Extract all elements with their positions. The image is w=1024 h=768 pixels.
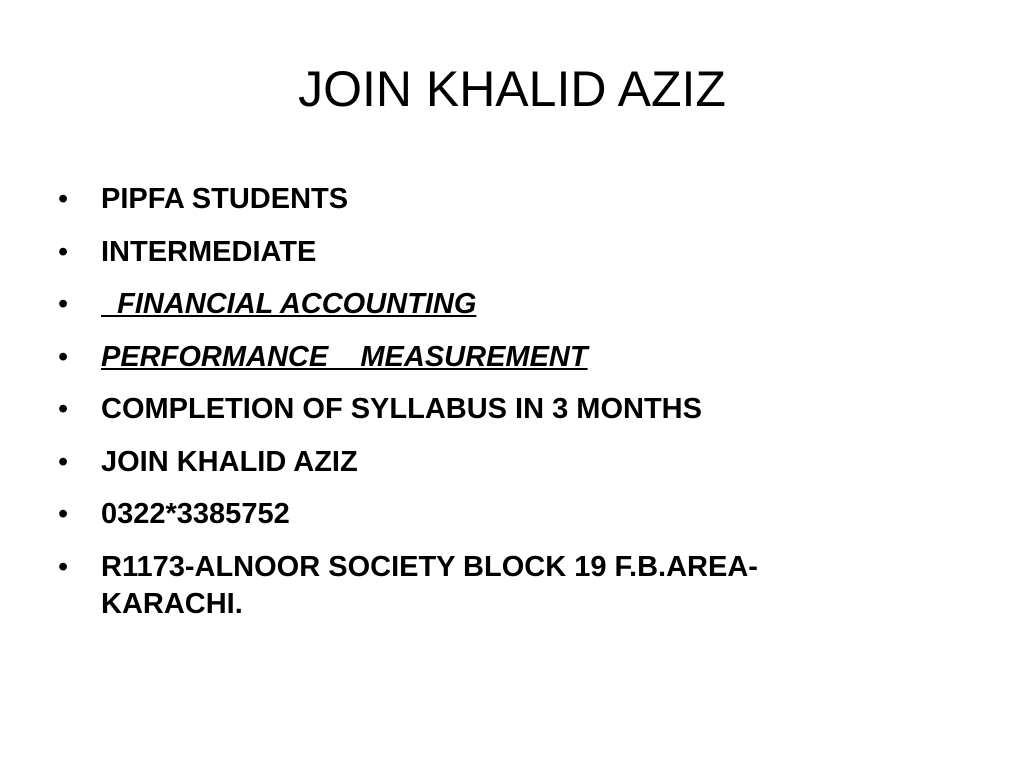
bullet-icon: •: [58, 550, 69, 583]
bullet-text-address: R1173-ALNOOR SOCIETY BLOCK 19 F.B.AREA-KARACHI.: [101, 550, 758, 620]
list-item: [58, 286, 958, 323]
list-item: [58, 549, 958, 623]
list-item: [58, 181, 958, 218]
bullet-icon: •: [58, 498, 69, 530]
bullet-text: PIPFA STUDENTS: [101, 183, 349, 215]
bullet-icon: •: [58, 445, 69, 478]
bullet-icon: •: [58, 340, 69, 373]
list-item: [58, 391, 958, 428]
bullet-text: COMPLETION OF SYLLABUS IN 3 MONTHS: [101, 393, 702, 425]
bullet-list: [58, 181, 958, 638]
list-item: [58, 339, 958, 376]
bullet-icon: •: [58, 288, 69, 320]
bullet-icon: •: [58, 235, 69, 268]
bullet-text-subject: FINANCIAL ACCOUNTING: [101, 288, 477, 320]
bullet-icon: •: [58, 183, 69, 215]
list-item: [58, 496, 958, 533]
slide-title: JOIN KHALID AZIZ: [298, 61, 726, 117]
bullet-text-subject: PERFORMANCE MEASUREMENT: [101, 340, 588, 373]
bullet-icon: •: [58, 393, 69, 425]
list-item: [58, 234, 958, 271]
bullet-text-phone: 0322*3385752: [101, 498, 290, 530]
bullet-text: JOIN KHALID AZIZ: [101, 445, 358, 478]
bullet-text: INTERMEDIATE: [101, 235, 317, 268]
list-item: [58, 444, 958, 481]
